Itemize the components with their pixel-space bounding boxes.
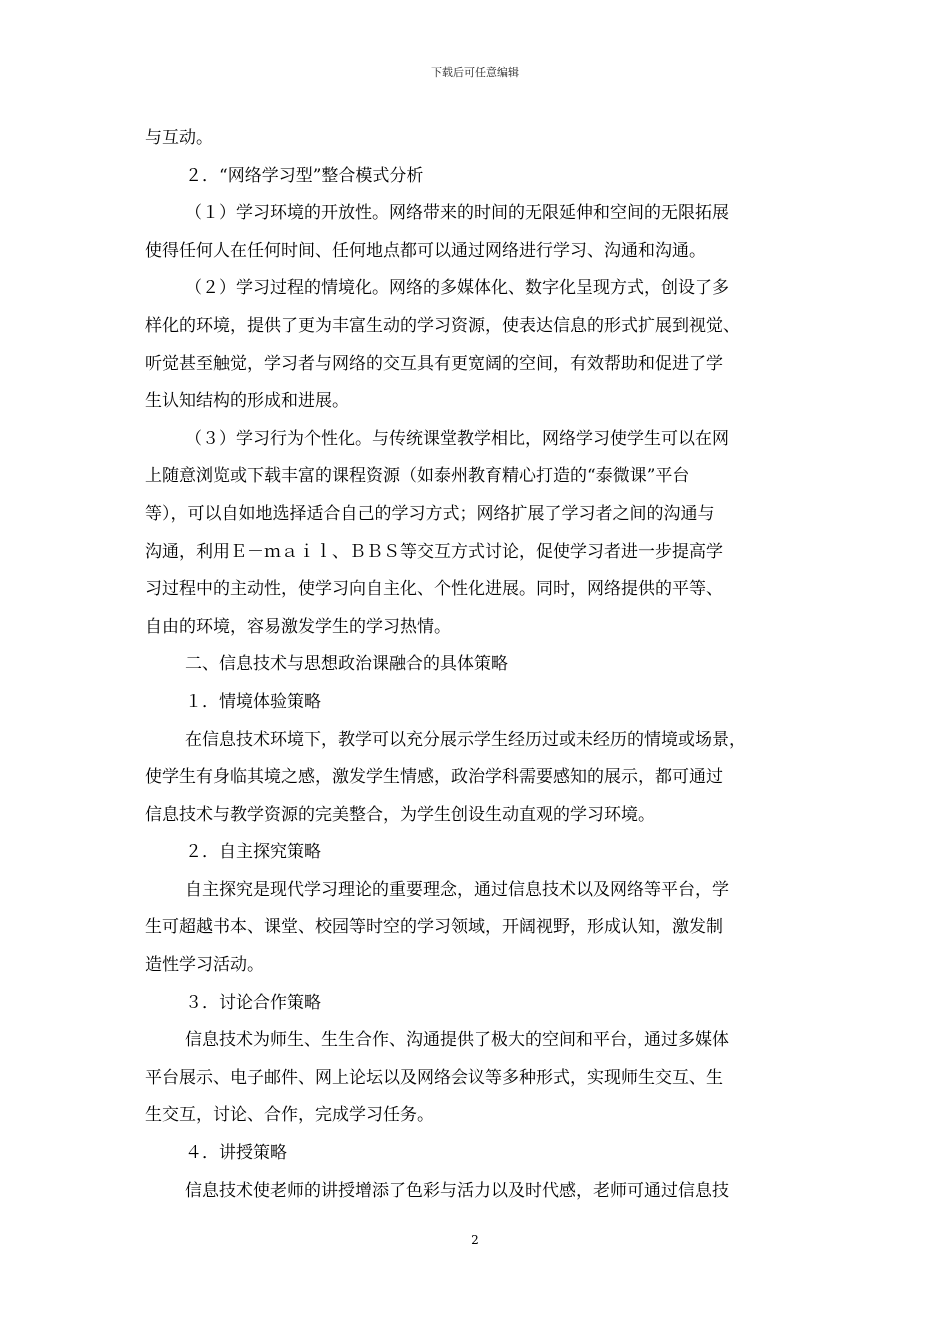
- paragraph-lecture-strategy: [145, 1173, 810, 1211]
- paragraph-line: 使学生有身临其境之感，激发学生情感，政治学科需要感知的展示，都可通过: [145, 767, 723, 788]
- paragraph-inquiry-strategy: [145, 872, 810, 985]
- subheading-network-learning-model: ２．“网络学习型”整合模式分析: [185, 165, 424, 186]
- paragraph-line: 沟通，利用Ｅ－ｍａｉｌ、ＢＢＳ等交互方式讨论，促使学习者进一步提高学: [145, 541, 723, 562]
- paragraph-line: 信息技术与教学资源的完美整合，为学生创设生动直观的学习环境。: [145, 804, 655, 825]
- paragraph-open-environment: [145, 195, 810, 270]
- paragraph-line: 信息技术使老师的讲授增添了色彩与活力以及时代感，老师可通过信息技: [185, 1180, 729, 1201]
- paragraph-line: 信息技术为师生、生生合作、沟通提供了极大的空间和平台，通过多媒体: [185, 1030, 729, 1051]
- page-number: 2: [471, 1233, 479, 1247]
- paragraph-line: 生可超越书本、课堂、校园等时空的学习领域，开阔视野，形成认知，激发制: [145, 917, 723, 938]
- subheading-situational-strategy: １．情境体验策略: [185, 691, 321, 712]
- paragraph-line: （３）学习行为个性化。与传统课堂教学相比，网络学习使学生可以在网: [185, 428, 729, 449]
- paragraph-line: 样化的环境，提供了更为丰富生动的学习资源，使表达信息的形式扩展到视觉、: [145, 315, 740, 336]
- page-header: 下载后可任意编辑: [431, 66, 519, 79]
- paragraph-line: 平台展示、电子邮件、网上论坛以及网络会议等多种形式，实现师生交互、生: [145, 1067, 723, 1088]
- paragraph-line: （２）学习过程的情境化。网络的多媒体化、数字化呈现方式，创设了多: [185, 278, 729, 299]
- paragraph-line: 上随意浏览或下载丰富的课程资源（如泰州教育精心打造的“泰微课”平台: [145, 466, 690, 487]
- paragraph-line: 等），可以自如地选择适合自己的学习方式；网络扩展了学习者之间的沟通与: [145, 503, 715, 524]
- document-body: [145, 120, 810, 1210]
- paragraph-line: 自主探究是现代学习理论的重要理念，通过信息技术以及网络等平台，学: [185, 879, 729, 900]
- subheading-cooperation-strategy: ３．讨论合作策略: [185, 992, 321, 1013]
- paragraph-line: 在信息技术环境下，教学可以充分展示学生经历过或未经历的情境或场景，: [185, 729, 746, 750]
- paragraph-line: 自由的环境，容易激发学生的学习热情。: [145, 616, 451, 637]
- paragraph-line: 使得任何人在任何时间、任何地点都可以通过网络进行学习、沟通和沟通。: [145, 240, 706, 261]
- paragraph-situational-learning: [145, 270, 810, 420]
- paragraph-cooperation-strategy: [145, 1022, 810, 1135]
- paragraph-continuation: 与互动。: [145, 128, 213, 148]
- paragraph-line: 习过程中的主动性，使学习向自主化、个性化进展。同时，网络提供的平等、: [145, 579, 723, 600]
- subheading-lecture-strategy: ４．讲授策略: [185, 1143, 287, 1164]
- subheading-inquiry-strategy: ２．自主探究策略: [185, 842, 321, 863]
- section-heading-strategies: 二、信息技术与思想政治课融合的具体策略: [185, 654, 508, 675]
- paragraph-line: （１）学习环境的开放性。网络带来的时间的无限延伸和空间的无限拓展: [185, 203, 729, 224]
- paragraph-line: 生交互，讨论、合作，完成学习任务。: [145, 1105, 434, 1126]
- paragraph-line: 生认知结构的形成和进展。: [145, 391, 349, 412]
- paragraph-situational-strategy: [145, 722, 810, 835]
- paragraph-line: 造性学习活动。: [145, 955, 264, 976]
- paragraph-personalized-learning: [145, 421, 810, 647]
- paragraph-line: 听觉甚至触觉，学习者与网络的交互具有更宽阔的空间，有效帮助和促进了学: [145, 353, 723, 374]
